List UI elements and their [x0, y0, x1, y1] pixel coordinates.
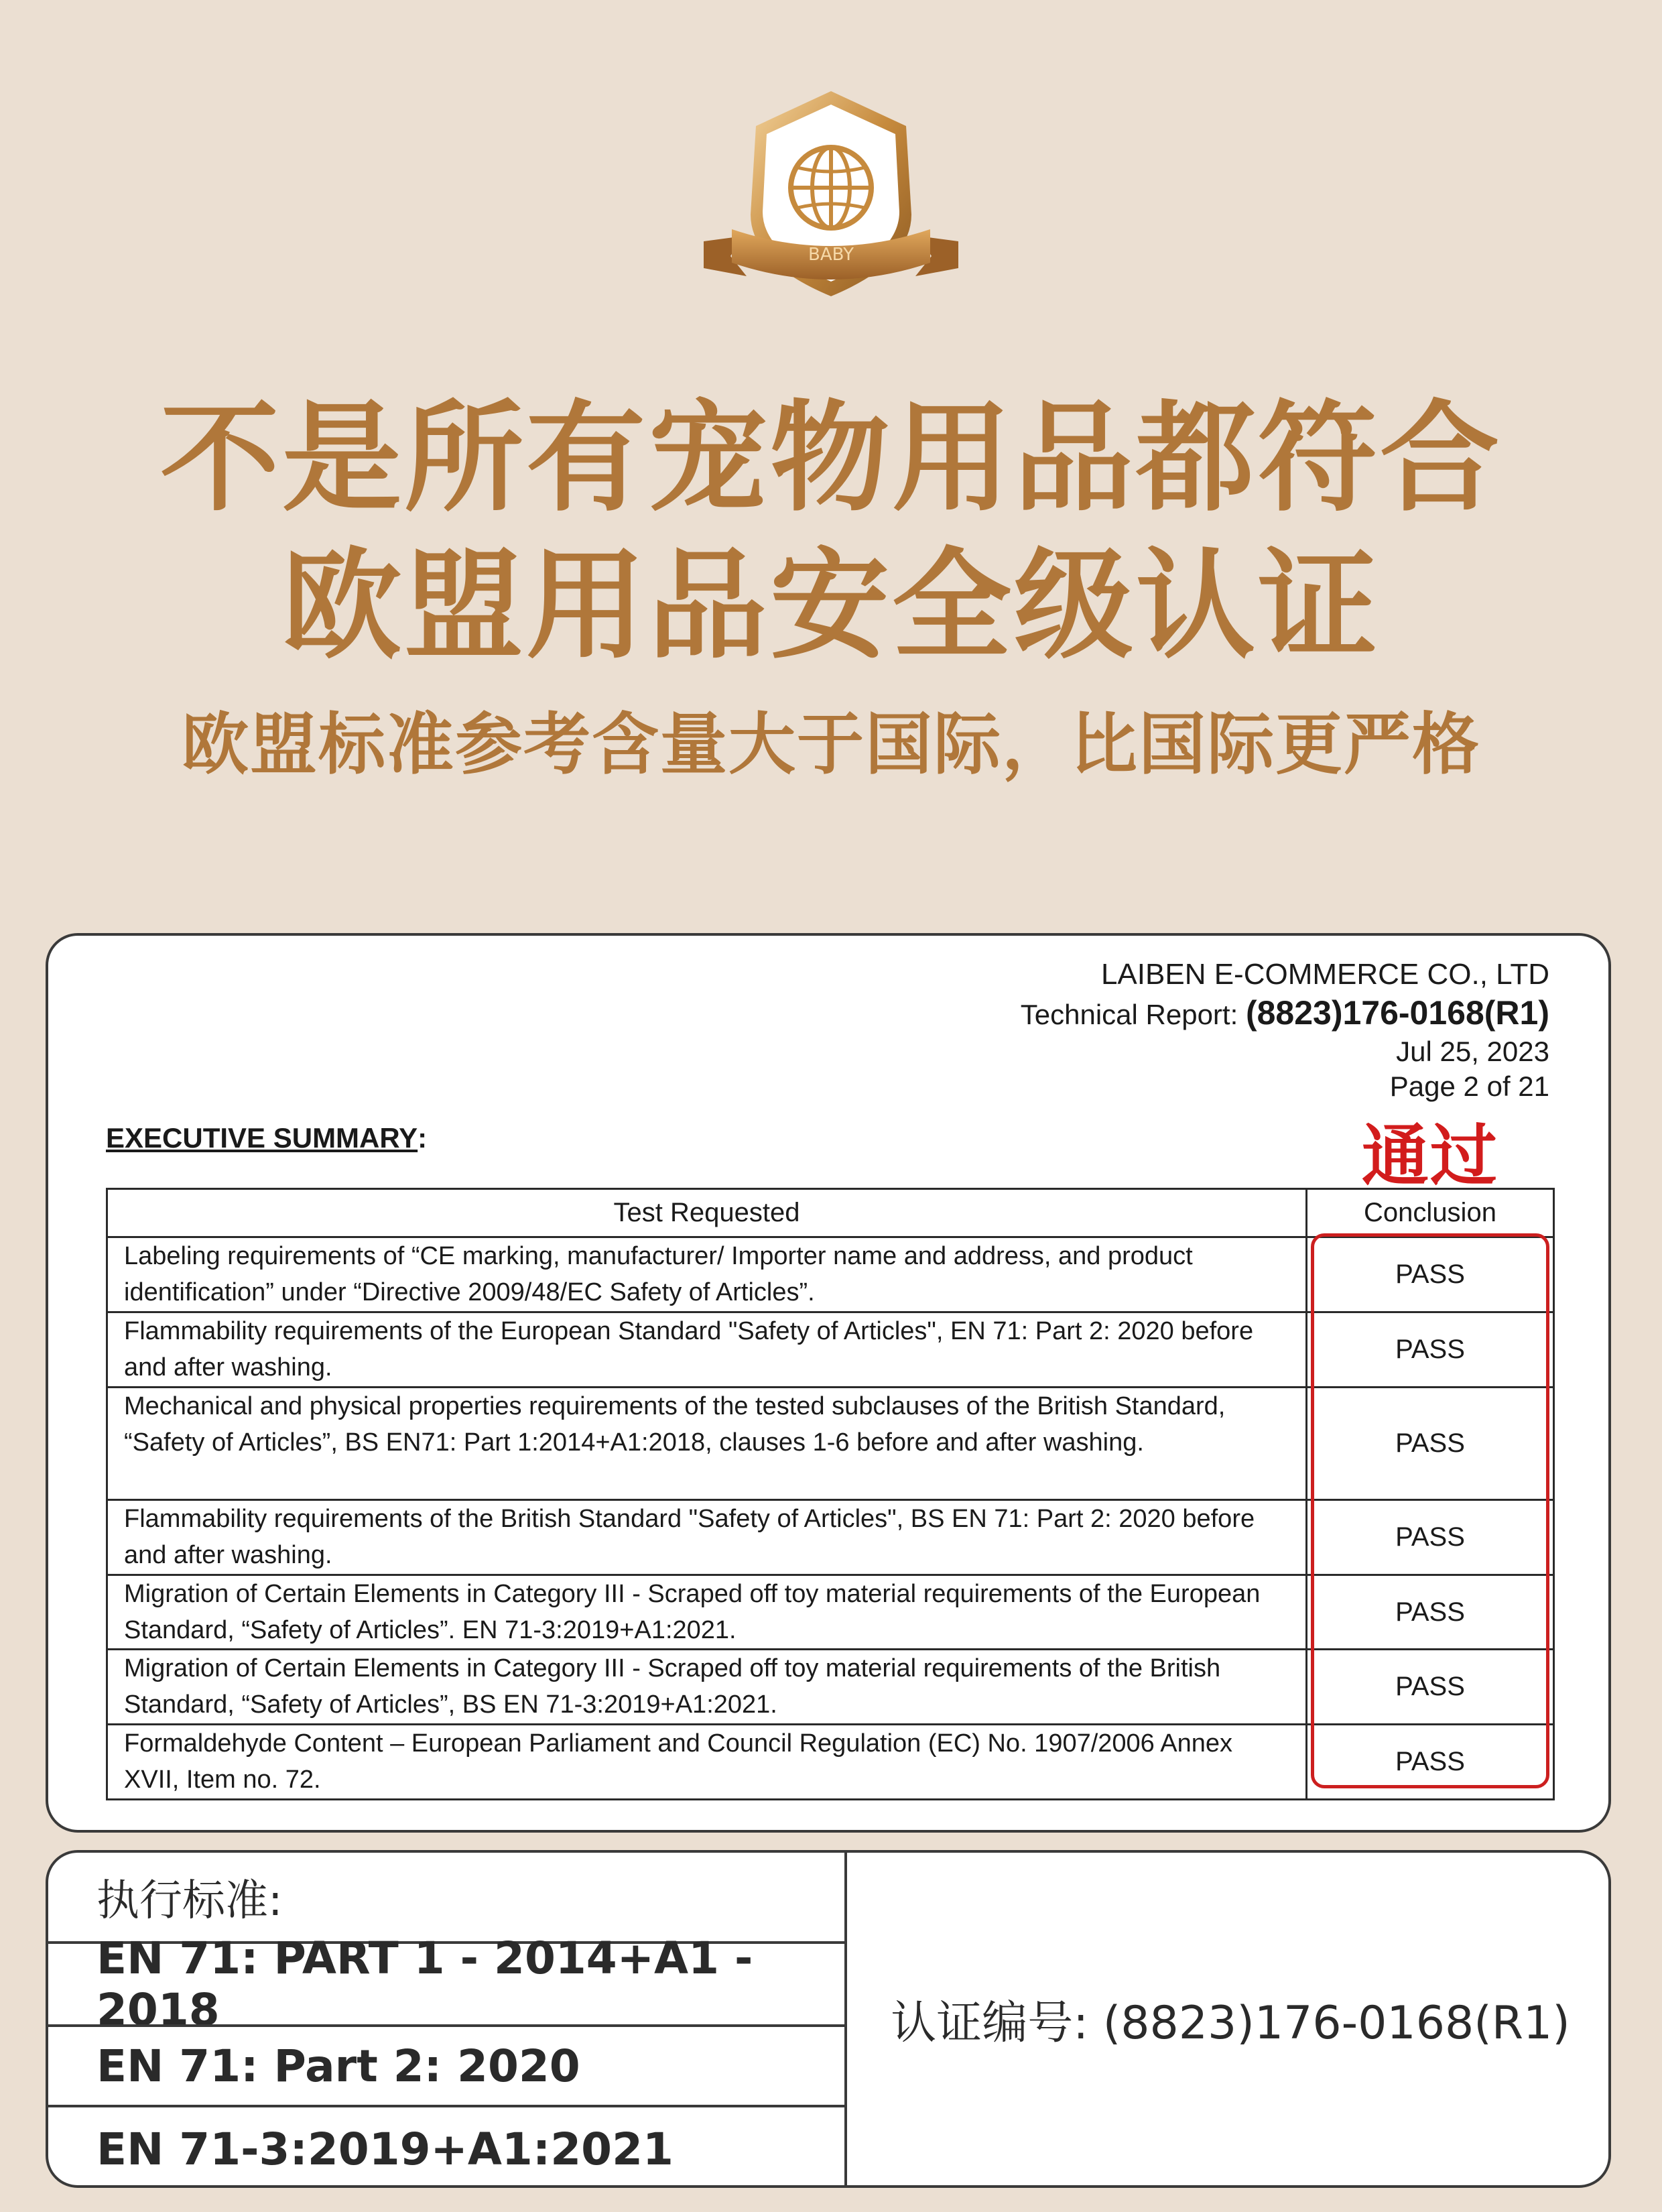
conclusion-cell: PASS — [1307, 1725, 1554, 1800]
table-row — [107, 1237, 1554, 1312]
globe-badge-icon — [690, 87, 972, 315]
table-row — [107, 1500, 1554, 1575]
company-name: LAIBEN E-COMMERCE CO., LTD — [1100, 958, 1549, 991]
table-row — [107, 1650, 1554, 1725]
executive-summary-colon: : — [418, 1122, 428, 1154]
certificate-number: 认证编号: (8823)176-0168(R1) — [891, 1996, 1570, 2050]
executive-summary-label: EXECUTIVE SUMMARY — [106, 1122, 418, 1154]
report-date: Jul 25, 2023 — [1396, 1036, 1549, 1067]
table-row — [107, 1725, 1554, 1800]
conclusion-cell: PASS — [1307, 1500, 1554, 1575]
standards-card — [46, 1850, 1611, 2188]
test-cell: Mechanical and physical properties requirements of the tested subclauses of the British Standard, “Safety of Articles”, BS EN71: Part 1:2014+A1:2018, clauses 1-6 before and after washing. — [107, 1388, 1307, 1500]
badge-text: BABY — [808, 245, 854, 265]
conclusion-cell: PASS — [1307, 1575, 1554, 1650]
test-cell: Flammability requirements of the British Standard "Safety of Articles", BS EN 71: Part 2: 2020 before and after washing. — [107, 1500, 1307, 1575]
report-card — [46, 933, 1611, 1833]
headline-subtitle: 欧盟标准参考含量大于国际，比国际更严格 — [182, 705, 1480, 784]
test-cell: Formaldehyde Content – European Parliament and Council Regulation (EC) No. 1907/2006 Annex XVII, Item no. 72. — [107, 1725, 1307, 1800]
report-header — [1021, 956, 1549, 1104]
test-cell: Migration of Certain Elements in Category III - Scraped off toy material requirements of the British Standard, “Safety of Articles”, BS EN 71-3:2019+A1:2021. — [107, 1650, 1307, 1725]
standards-heading: 执行标准: — [97, 1876, 283, 1926]
column-header-test: Test Requested — [107, 1189, 1307, 1237]
standard-item: EN 71: Part 2: 2020 — [48, 2024, 847, 2105]
standard-item: EN 71-3:2019+A1:2021 — [48, 2105, 847, 2188]
technical-report-line — [1021, 993, 1549, 1034]
test-cell: Labeling requirements of “CE marking, manufacturer/ Importer name and address, and product identification” under “Directive 2009/48/EC Safety of Articles”. — [107, 1237, 1307, 1312]
report-page-number: Page 2 of 21 — [1389, 1070, 1549, 1102]
executive-summary-title — [106, 1122, 427, 1154]
table-row — [107, 1312, 1554, 1388]
conclusion-cell: PASS — [1307, 1237, 1554, 1312]
headline-line-2: 欧盟用品安全级认证 — [282, 536, 1380, 675]
conclusion-cell: PASS — [1307, 1650, 1554, 1725]
summary-table — [106, 1188, 1555, 1800]
standard-item: EN 71: PART 1 - 2014+A1 - 2018 — [48, 1941, 847, 2024]
table-header-row — [107, 1189, 1554, 1237]
standards-list — [48, 1853, 847, 2185]
technical-report-label: Technical Report: — [1020, 999, 1238, 1030]
technical-report-number: (8823)176-0168(R1) — [1245, 994, 1549, 1032]
headline-line-1: 不是所有宠物用品都符合 — [160, 389, 1502, 528]
table-row — [107, 1575, 1554, 1650]
test-cell: Migration of Certain Elements in Category III - Scraped off toy material requirements of the European Standard, “Safety of Articles”. EN 71-3:2019+A1:2021. — [107, 1575, 1307, 1650]
pass-stamp: 通过 — [1362, 1117, 1498, 1195]
conclusion-cell: PASS — [1307, 1388, 1554, 1500]
test-cell: Flammability requirements of the European Standard "Safety of Articles", EN 71: Part 2: 2020 before and after washing. — [107, 1312, 1307, 1388]
table-row — [107, 1388, 1554, 1500]
column-header-conclusion: Conclusion — [1307, 1189, 1554, 1237]
conclusion-cell: PASS — [1307, 1312, 1554, 1388]
